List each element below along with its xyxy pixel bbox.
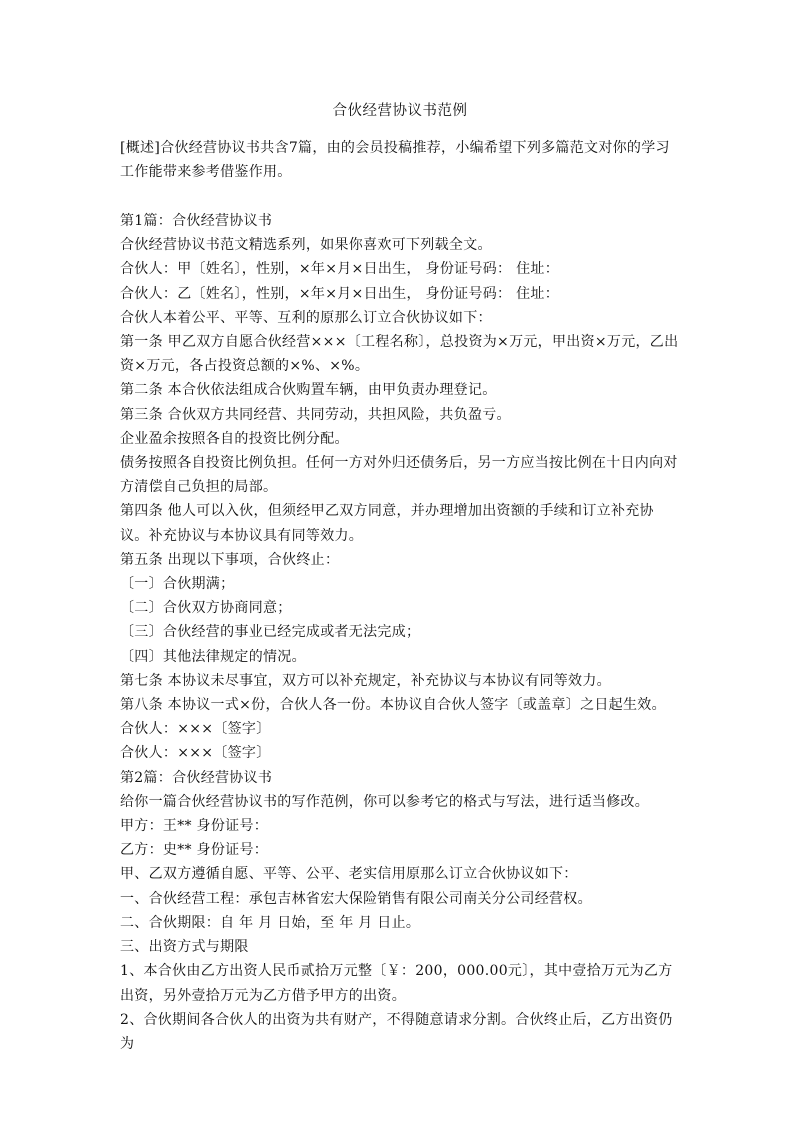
body-paragraph: 〔三〕合伙经营的事业已经完成或者无法完成； xyxy=(120,624,421,641)
body-paragraph: 第五条 出现以下事项，合伙终止： xyxy=(120,551,340,568)
body-paragraph: 第七条 本协议未尽事宜，双方可以补充规定，补充协议与本协议有同等效力。 xyxy=(120,672,611,689)
body-paragraph: 合伙人本着公平、平等、互利的原那么订立合伙协议如下： xyxy=(120,309,492,326)
body-paragraph: 乙方：史** 身份证号： xyxy=(120,842,269,859)
body-paragraph: 企业盈余按照各自的投资比例分配。 xyxy=(120,430,349,447)
body-paragraph: 〔一〕合伙期满； xyxy=(120,576,235,593)
document-title: 合伙经营协议书范例 xyxy=(332,103,468,119)
body-paragraph: 合伙人：×××〔签字〕 xyxy=(120,721,271,738)
body-paragraph: 合伙经营协议书范文精选系列，如果你喜欢可下列载全文。 xyxy=(120,237,492,254)
body-paragraph: 合伙人：甲〔姓名〕，性别，×年×月×日出生， 身份证号码： 住址： xyxy=(120,261,559,278)
body-paragraph: 给你一篇合伙经营协议书的写作范例，你可以参考它的格式与写法，进行适当修改。 xyxy=(120,793,650,810)
body-paragraph: 第二条 本合伙依法组成合伙购置车辆，由甲负责办理登记。 xyxy=(120,382,497,399)
body-paragraph: 〔四〕其他法律规定的情况。 xyxy=(120,648,306,665)
body-paragraph: 1、本合伙由乙方出资人民币贰拾万元整〔￥：200，000.00元〕，其中壹拾万元为乙方出资，另外壹拾万元为乙方借予甲方的出资。 xyxy=(120,963,673,1004)
body-paragraph: 合伙人：乙〔姓名〕，性别，×年×月×日出生， 身份证号码： 住址： xyxy=(120,285,559,302)
body-paragraph: 第八条 本协议一式×份，合伙人各一份。本协议自合伙人签字〔或盖章〕之日起生效。 xyxy=(120,697,666,714)
body-paragraph: 第2篇：合伙经营协议书 xyxy=(120,769,273,786)
body-paragraph: 甲方：王** 身份证号： xyxy=(120,818,269,835)
body-paragraph: 甲、乙双方遵循自愿、平等、公平、老实信用原那么订立合伙协议如下： xyxy=(120,866,578,883)
body-paragraph: 债务按照各自投资比例负担。任何一方对外归还债务后，另一方应当按比例在十日内向对方清偿自己负担的局部。 xyxy=(120,455,678,496)
body-paragraph: 第三条 合伙双方共同经营、共同劳动，共担风险，共负盈亏。 xyxy=(120,406,511,423)
body-paragraph: 第1篇：合伙经营协议书 xyxy=(120,213,273,229)
body-paragraph: 三、出资方式与期限 xyxy=(120,939,249,956)
body-paragraph: 合伙人：×××〔签字〕 xyxy=(120,745,271,762)
document-summary: [概述]合伙经营协议书共含7篇，由的会员投稿推荐，小编希望下列多篇范文对你的学习工作能带来参考借鉴作用。 xyxy=(120,140,670,180)
body-paragraph: 二、合伙期限：自 年 月 日始，至 年 月 日止。 xyxy=(120,914,421,931)
document-body xyxy=(120,209,682,1056)
body-paragraph: 一、合伙经营工程：承包吉林省宏大保险销售有限公司南关分公司经营权。 xyxy=(120,890,592,907)
body-paragraph: 〔二〕合伙双方协商同意； xyxy=(120,600,292,617)
body-paragraph: 第四条 他人可以入伙，但须经甲乙双方同意，并办理增加出资额的手续和订立补充协议。补充协议与本协议具有同等效力。 xyxy=(120,503,654,544)
body-paragraph: 第一条 甲乙双方自愿合伙经营×××〔工程名称〕，总投资为×万元，甲出资×万元，乙出资×万元，各占投资总额的×%、×%。 xyxy=(120,334,679,375)
body-paragraph: 2、合伙期间各合伙人的出资为共有财产，不得随意请求分割。合伙终止后，乙方出资仍为 xyxy=(120,1011,673,1052)
